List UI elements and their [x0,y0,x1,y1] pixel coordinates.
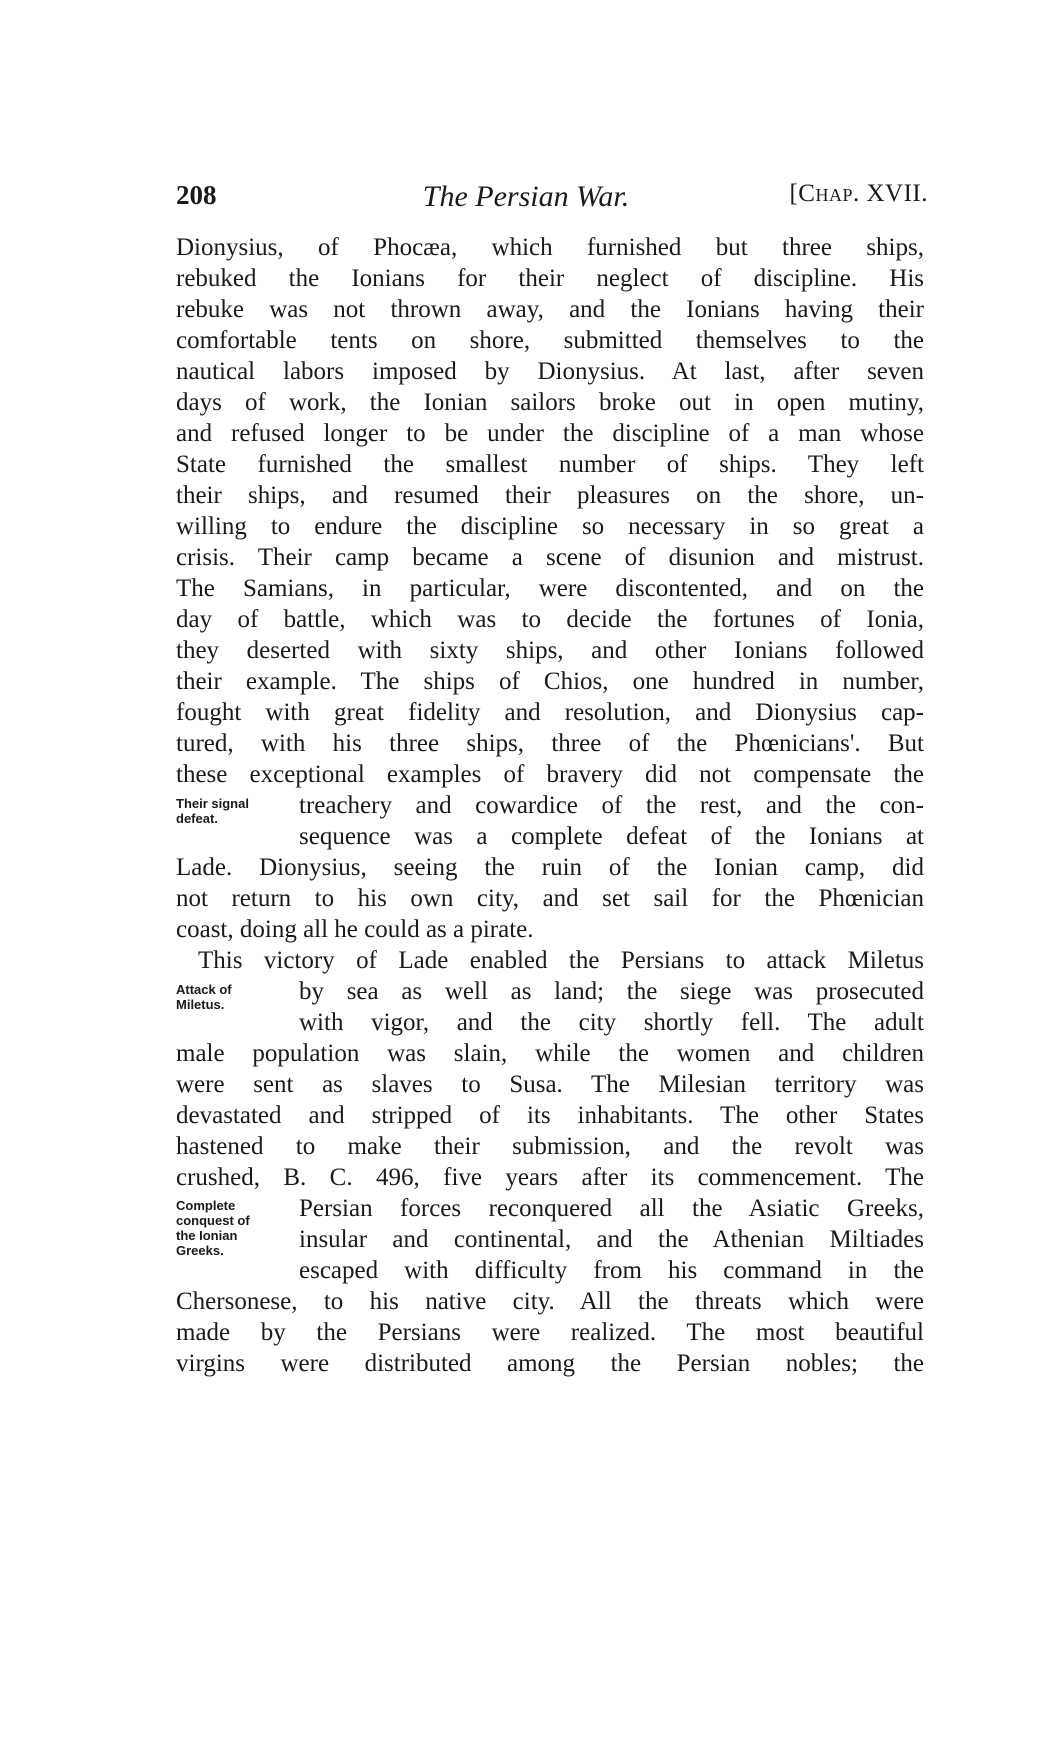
text-line: willing to endure the discipline so necessary in so great a [176,513,924,540]
text-line: tured, with his three ships, three of the Phœnicians'. But [176,730,924,757]
text-line: by sea as well as land; the siege was prosecuted [299,978,924,1005]
margin-note-line: Attack of [176,982,232,997]
text-line: State furnished the smallest number of ships. They left [176,451,924,478]
text-line: insular and continental, and the Athenian Miltiades [299,1226,924,1253]
text-line: these exceptional examples of bravery did not compensate the [176,761,924,788]
text-line: not return to his own city, and set sail for the Phœnician [176,885,924,912]
text-line: with vigor, and the city shortly fell. The adult [299,1009,924,1036]
text-line: comfortable tents on shore, submitted themselves to the [176,327,924,354]
margin-note-line: conquest of [176,1213,250,1228]
text-line: their example. The ships of Chios, one hundred in number, [176,668,924,695]
text-line: hastened to make their submission, and the revolt was [176,1133,924,1160]
text-line: days of work, the Ionian sailors broke out in open mutiny, [176,389,924,416]
text-line: The Samians, in particular, were discontented, and on the [176,575,924,602]
chapter-reference: [Chap. XVII. [789,180,928,207]
margin-note-signal-defeat [176,796,286,826]
page-header [176,180,928,220]
text-line: sequence was a complete defeat of the Ionians at [299,823,924,850]
text-line: Persian forces reconquered all the Asiatic Greeks, [299,1195,924,1222]
text-line: and refused longer to be under the discipline of a man whose [176,420,924,447]
text-line: escaped with difficulty from his command in the [299,1257,924,1284]
margin-note-line: Complete [176,1198,236,1213]
page-number: 208 [176,180,217,210]
text-line: crushed, B. C. 496, five years after its commencement. The [176,1164,924,1191]
margin-note-line: Miletus. [176,997,225,1012]
text-line: devastated and stripped of its inhabitants. The other States [176,1102,924,1129]
text-line: were sent as slaves to Susa. The Milesian territory was [176,1071,924,1098]
margin-note-complete-conquest [176,1198,286,1258]
margin-note-line: Greeks. [176,1243,224,1258]
text-line: rebuked the Ionians for their neglect of discipline. His [176,265,924,292]
text-line: rebuke was not thrown away, and the Ionians having their [176,296,924,323]
text-line: they deserted with sixty ships, and other Ionians followed [176,637,924,664]
running-title: The Persian War. [422,180,630,213]
margin-note-line: the Ionian [176,1228,238,1243]
text-line: Lade. Dionysius, seeing the ruin of the Ionian camp, did [176,854,924,881]
margin-note-line: defeat. [176,811,218,826]
text-line: nautical labors imposed by Dionysius. At last, after seven [176,358,924,385]
text-line: treachery and cowardice of the rest, and the con- [299,792,924,819]
text-line: crisis. Their camp became a scene of disunion and mistrust. [176,544,924,571]
margin-note-line: Their signal [176,796,249,811]
text-line: fought with great fidelity and resolution, and Dionysius cap- [176,699,924,726]
text-line: Dionysius, of Phocæa, which furnished but three ships, [176,234,924,261]
text-line: made by the Persians were realized. The most beautiful [176,1319,924,1346]
text-line: This victory of Lade enabled the Persians to attack Miletus [198,947,924,974]
text-line: coast, doing all he could as a pirate. [176,916,534,943]
margin-note-attack-miletus [176,982,286,1012]
text-line: day of battle, which was to decide the fortunes of Ionia, [176,606,924,633]
text-line: their ships, and resumed their pleasures on the shore, un- [176,482,924,509]
text-line: Chersonese, to his native city. All the threats which were [176,1288,924,1315]
text-line: virgins were distributed among the Persian nobles; the [176,1350,924,1377]
text-line: male population was slain, while the women and children [176,1040,924,1067]
